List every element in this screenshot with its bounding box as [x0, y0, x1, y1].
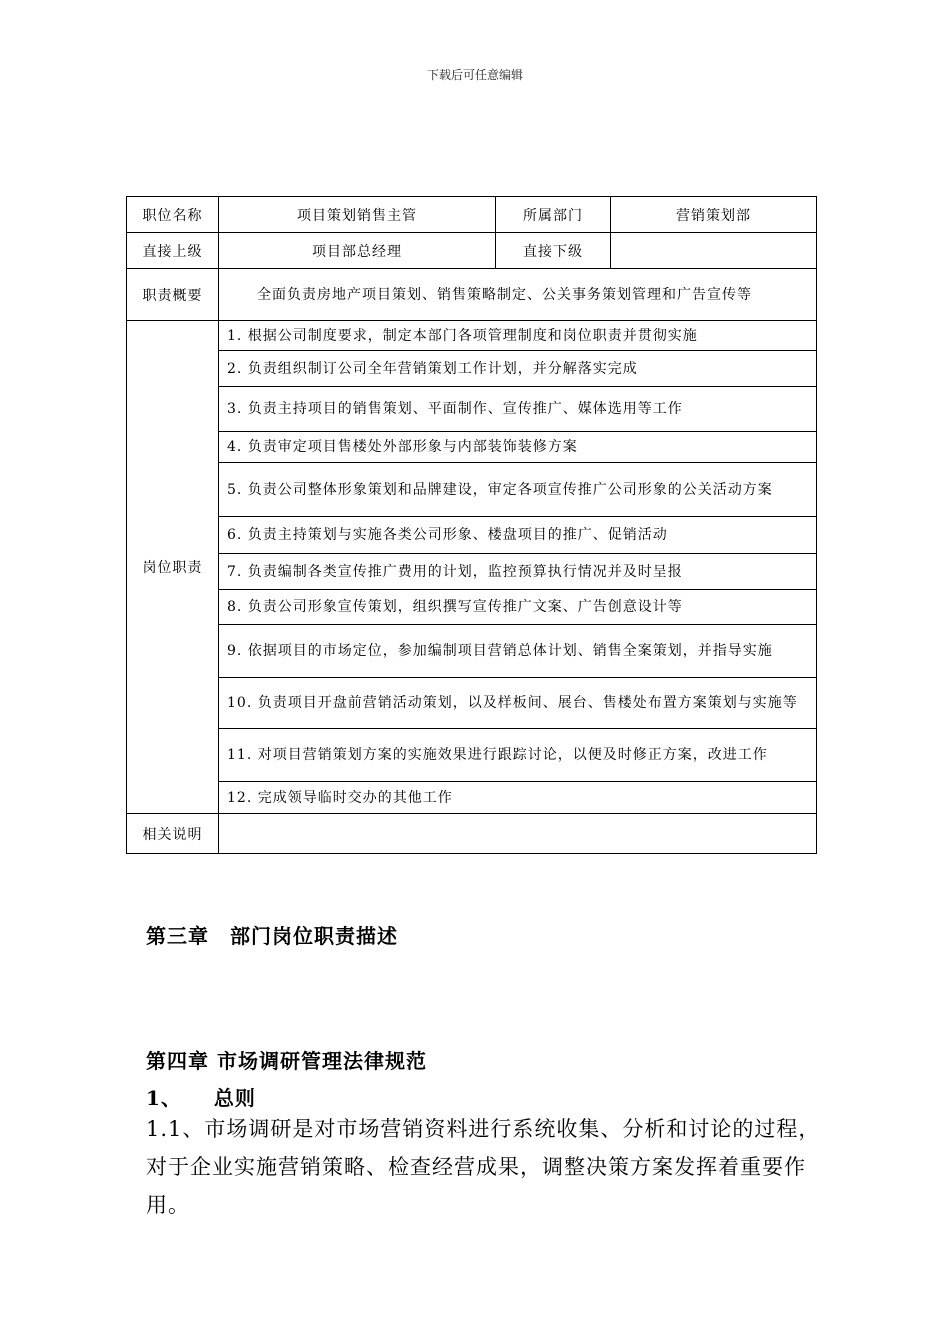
chapter-3-heading: 第三章 部门岗位职责描述: [146, 924, 398, 948]
duty-row: [127, 782, 817, 814]
duty-item: 12. 完成领导临时交办的其他工作: [219, 782, 817, 814]
superior-value: 项目部总经理: [219, 233, 496, 269]
duty-row: [127, 432, 817, 463]
job-description-table: [126, 196, 817, 854]
dept-label: 所属部门: [496, 197, 611, 233]
duty-item: 9. 依据项目的市场定位，参加编制项目营销总体计划、销售全案策划，并指导实施: [219, 625, 817, 678]
duty-item: 10. 负责项目开盘前营销活动策划，以及样板间、展台、售楼处布置方案策划与实施等: [219, 678, 817, 729]
table-row: [127, 233, 817, 269]
body-paragraph: 1.1、市场调研是对市场营销资料进行系统收集、分析和讨论的过程，对于企业实施营销策略、检查经营成果，调整决策方案发挥着重要作用。: [146, 1117, 821, 1217]
duty-item: 6. 负责主持策划与实施各类公司形象、楼盘项目的推广、促销活动: [219, 517, 817, 554]
duty-item: 11. 对项目营销策划方案的实施效果进行跟踪讨论，以便及时修正方案，改进工作: [219, 729, 817, 782]
duty-row: [127, 387, 817, 432]
duty-row: [127, 351, 817, 387]
duty-item: 4. 负责审定项目售楼处外部形象与内部装饰装修方案: [219, 432, 817, 463]
position-label: 职位名称: [127, 197, 219, 233]
table-row: [127, 269, 817, 321]
summary-value: 全面负责房地产项目策划、销售策略制定、公关事务策划管理和广告宣传等: [219, 269, 817, 321]
duty-item: 5. 负责公司整体形象策划和品牌建设，审定各项宣传推广公司形象的公关活动方案: [219, 463, 817, 517]
duty-row: [127, 554, 817, 590]
duty-row: [127, 321, 817, 351]
page-header: 下载后可任意编辑: [426, 68, 523, 82]
duty-item: 7. 负责编制各类宣传推广费用的计划，监控预算执行情况并及时呈报: [219, 554, 817, 590]
duty-row: [127, 625, 817, 678]
duty-item: 8. 负责公司形象宣传策划，组织撰写宣传推广文案、广告创意设计等: [219, 590, 817, 625]
notes-value: [219, 814, 817, 854]
superior-label: 直接上级: [127, 233, 219, 269]
chapter-4-heading: 第四章 市场调研管理法律规范: [146, 1049, 427, 1073]
duty-row: [127, 463, 817, 517]
position-value: 项目策划销售主管: [219, 197, 496, 233]
duties-label: 岗位职责: [127, 321, 219, 814]
summary-label: 职责概要: [127, 269, 219, 321]
duty-row: [127, 729, 817, 782]
duty-row: [127, 590, 817, 625]
table-row: [127, 814, 817, 854]
section-1-heading: 1、 总则: [146, 1086, 256, 1110]
subordinate-value: [611, 233, 817, 269]
table-row: [127, 197, 817, 233]
subordinate-label: 直接下级: [496, 233, 611, 269]
duty-item: 2. 负责组织制订公司全年营销策划工作计划，并分解落实完成: [219, 351, 817, 387]
dept-value: 营销策划部: [611, 197, 817, 233]
duty-row: [127, 517, 817, 554]
duty-item: 3. 负责主持项目的销售策划、平面制作、宣传推广、媒体选用等工作: [219, 387, 817, 432]
duty-row: [127, 678, 817, 729]
notes-label: 相关说明: [127, 814, 219, 854]
duty-item: 1. 根据公司制度要求，制定本部门各项管理制度和岗位职责并贯彻实施: [219, 321, 817, 351]
